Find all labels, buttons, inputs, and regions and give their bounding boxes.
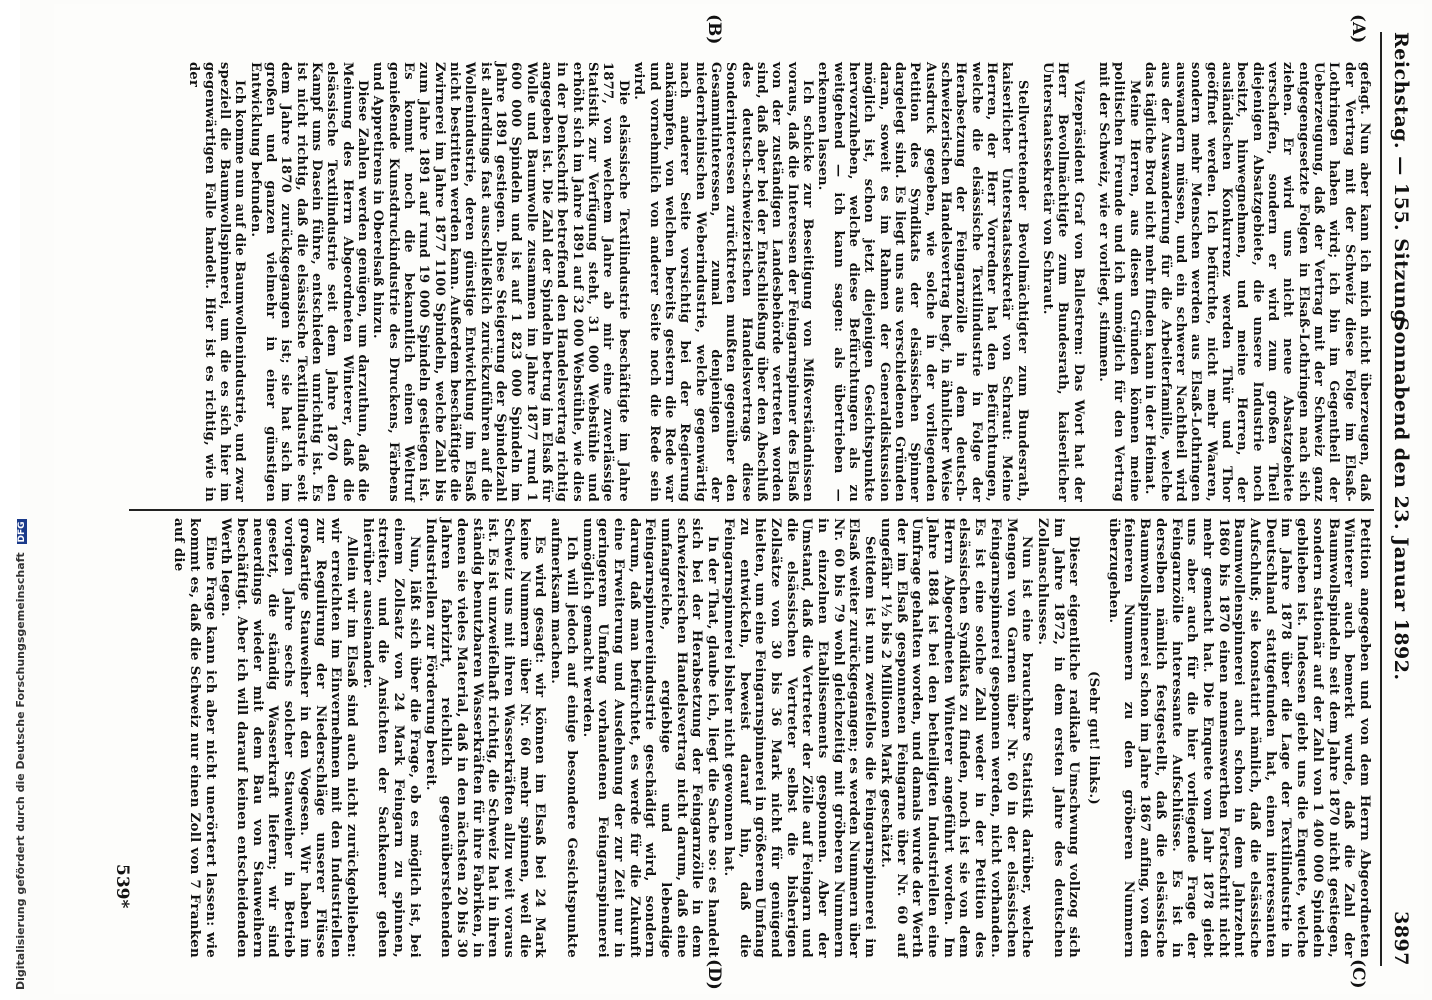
- dfg-logo: DFG: [17, 521, 27, 543]
- margin-marker-d: (D): [704, 959, 724, 990]
- paragraph: Eine Frage kann ich aber nicht unerörtert lassen: wie kommt es, daß die Schweiz nur einen Zoll von 7 Franken auf die: [171, 518, 218, 958]
- paragraph: Ich komme nun auf die Baumwollenindustrie, und zwar speziell die Baumwollspinnerei, um die es sich hier im gegenwärtigen Falle handelt. Hier ist es richtig, wie in der: [186, 62, 248, 502]
- paragraph: Ich will jedoch auf einige besondere Gesichtspunkte aufmerksam machen.: [548, 518, 579, 958]
- paragraph: Ich schicke zur Beseitigung von Mißverständnissen voraus, daß die Interessen der Feingarnspinner des Elsaß von der zuständigen Landesbehörde vertreten worden sind, daß aber bei der Entschließung über den Abschluß des deutsch-schweizerischen Handelsvertrags diese Sonderinteressen zurücktreten mußten gegenüber den Gesammtinteressen, zumal denjenigen der niederrheinischen Weberindustrie, welche gegenwärtig nach anderer Seite vorsichtig bei der Regierung ankämpfen, von welchen bereits gestern die Rede war und vornehmlich von anderer Seite noch die Rede sein wird.: [631, 62, 815, 502]
- digitization-credit: [14, 519, 27, 990]
- paragraph: Meine Herren, aus diesen Gründen können meine politischen Freunde und ich unmöglich für den Vertrag mit der Schweiz, wie er vorliegt, stimmen.: [1096, 62, 1142, 502]
- paragraph: Diese Zahlen werden genügen, um darzuthun, daß die Meinung des Herrn Abgeordneten Winterer, daß die elsässische Textilindustrie seit dem Jahre 1870 den Kampf ums Dasein führe, entschieden unrichtig ist. Es ist nicht richtig, daß die elsässische Textilindustrie seit dem Jahre 1870 zurückgegangen ist; sie hat sich im großen und ganzen vielmehr in einer günstigen Entwicklung befunden.: [247, 62, 370, 502]
- header-rule: [1380, 32, 1382, 966]
- paragraph: Stellvertretender Bevollmächtigter zum Bundesrath, kaiserlicher Unterstaatssekretär von Schraut: Meine Herren, der Herr Vorredner hat den Befürchtungen, welche die elsässische Textilindustrie in Folge der Herabsetzung der Feingarnzölle in dem deutsch-schweizerischen Handelsvertrag hegt, in ähnlicher Weise Ausdruck gegeben, wie solche in der vorliegenden Petition des Syndikats der elsässischen Spinner dargelegt sind. Es liegt uns aus verschiedenen Gründen daran, soweit es im Rahmen der Generaldiskussion möglich ist, schon jetzt diejenigen Gesichtspunkte hervorzuheben, welche diese Befürchtungen als zu weitgehend — ich kann sagen: als übertrieben — erkennen lassen.: [815, 62, 1030, 502]
- paragraph: Die elsässische Textilindustrie beschäftigte im Jahre 1877, von welchem Jahre ab mir eine zuverlässige Statistik zur Verfügung steht, 31 000 Webstühle und erhöht sich im Jahre 1891 auf 32 000 Webstühle, wie dies in der Denkschrift betreffend den Handelsvertrag richtig angegeben ist. Die Zahl der Spindeln betrug im Elsaß für Wolle und Baumwolle zusammen im Jahre 1877 rund 1 600 000 Spindeln und ist auf 1 823 000 Spindeln im Jahre 1891 gestiegen. Diese Steigerung der Spindelzahl ist allerdings fast ausschließlich zurückzuführen auf die Wollenindustrie, deren günstige Entwicklung im Elsaß nicht bestritten werden kann. Außerdem beschäftigte die Zwirnerei im Jahre 1877 1100 Spindeln, welche Zahl bis zum Jahre 1891 auf rund 19 000 Spindeln gestiegen ist. Es kommt noch die bekanntlich einen Weltruf genießende Kunstdruckindustrie des Druckens, Färbens und Appretirens in Oberelsaß hinzu.: [370, 62, 631, 502]
- right-column: [171, 518, 1372, 958]
- margin-marker-c: (C): [1348, 959, 1368, 989]
- margin-marker-a: (A): [1348, 14, 1368, 44]
- margin-marker-b: (B): [704, 14, 724, 45]
- page-header: [1382, 32, 1412, 966]
- paragraph-president: Vizepräsident Graf von Ballestrem: Das Wort hat der Herr Bevollmächtigte zum Bundesrath, kaiserlicher Unterstaatssekretär von Schraut.: [1040, 62, 1086, 502]
- paragraph: In der That, glaube ich, liegt die Sache so: es handelt sich bei der Herabsetzung der Feingarnzölle in dem schweizerischen Handelsvertrag nicht darum, daß eine umfangreiche, ergiebige und lebendige Feingarnspinnereiindustrie geschädigt wird, sondern darum, daß man befürchtet, es werde für die Zukunft eine Erweiterung und Ausdehnung der zur Zeit nur in geringerem Umfang vorhandenen Feingarnspinnerei unmöglich gemacht werden.: [579, 518, 721, 958]
- header-date: Sonnabend den 23. Januar 1892.: [1390, 317, 1412, 681]
- paragraph: Dieser eigentliche radikale Umschwung vollzog sich im Jahre 1872, in dem ersten Jahre des deutschen Zollanschlusses.: [1034, 518, 1082, 958]
- rotated-newspaper-sheet: [54, 4, 1424, 994]
- credit-text: Digitalisierung gefördert durch die Deutsche Forschungsgemeinschaft: [14, 552, 27, 990]
- left-column: [186, 62, 1372, 502]
- header-left: Reichstag. — 155. Sitzung.: [1390, 32, 1412, 331]
- header-page-number: 3897: [1390, 911, 1412, 966]
- column-divider: [129, 509, 1374, 511]
- paragraph: Petition angegeben und von dem Herrn Abgeordneten Winterer auch bemerkt wurde, daß die Zahl der Baumwollspindeln seit dem Jahre 1870 nicht gestiegen, sondern stationär auf der Zahl von 1 400 000 Spindeln geblieben ist. Indessen giebt uns die Enquete, welche im Jahre 1878 über die Lage der Textilindustrie in Deutschland stattgefunden hat, einen interessanten Aufschluß; sie konstatirt nämlich, daß die elsässische Baumwollenspinnerei auch schon in dem Jahrzehnt 1860 bis 1870 einen nennenswerthen Fortschritt nicht mehr gemacht hat. Die Enquete vom Jahr 1878 giebt uns aber auch für die hier vorliegende Frage der Feingarnzölle interessante Aufschlüsse. Es ist in derselben nämlich festgestellt, daß die elsässische Baumwollspinnerei schon im Jahre 1867 anfing, von den feineren Nummern zu den gröberen Nummern überzugehen.: [1105, 518, 1372, 958]
- digitization-credit-strip: [0, 0, 27, 1000]
- paragraph: Es wird gesagt: wir können im Elsaß bei 24 Mark keine Nummern über Nr. 60 mehr spinnen, weil die Schweiz uns mit ihren Wasserkräften allzu weit voraus ist. Es ist unzweifelhaft richtig, die Schweiz hat in ihren ständig benutzbaren Wasserkräften für ihre Fabriken, in denen sie vieles Material, daß in den nächsten 20 bis 30 Jahren fabrizirt, reichlich gegenüberstehenden Industriellen zur Förderung bereit.: [422, 518, 548, 958]
- paragraph: gefagt. Nun aber kann ich mich nicht überzeugen, daß der Vertrag mit der Schweiz diese Folge im Elsaß-Lothringen haben wird; ich bin im Gegentheil der Ueberzeugung, daß der Vertrag mit der Schweiz ganz entgegengesetzte Folgen in Elsaß-Lothringen nach sich ziehen. Er wird uns nicht neue Absatzgebiete verschaffen, sondern er wird zum großen Theil diejenigen Absatzgebiete, die unsere Industrie noch besitzt, hinwegnehmen, und meine Herren, der ausländischen Konkurrenz werden Thür und Thor geöffnet werden. Ich befürchte, nicht mehr Waaren, sondern mehr Menschen werden aus Elsaß-Lothringen auswandern müssen, und ein schwerer Nachtheil wird aus der Auswanderung für die Arbeiterfamilie, welche das tägliche Brod nicht mehr finden kann in der Heimat.: [1142, 62, 1372, 502]
- paragraph: Nun ist eine brauchbare Statistik darüber, welche Mengen von Garnen über Nr. 60 in der elsässischen Feingarnspinnerei gesponnen werden, nicht vorhanden. Es ist eine solche Zahl weder in der Petition des elsässischen Syndikats zu finden, noch ist sie von dem Herrn Abgeordneten Winterer angeführt worden. Im Jahre 1884 ist bei den betheiligten Industriellen eine Umfrage gehalten worden, und damals wurde der Werth der im Elsaß gesponnenen Feingarne über Nr. 60 auf ungefähr 1½ bis 2 Millionen Mark geschätzt.: [877, 518, 1035, 958]
- signature-mark: 539*: [112, 864, 132, 909]
- paragraph: Seitdem ist nun zweifellos die Feingarnspinnerei im Elsaß weiter zurückgegangen; es werden Nummern über Nr. 60 bis 79 wohl gleichzeitig mit gröberen Nummern in einzelnen Etablissements gesponnen. Aber der Umstand, daß die Vertreter der Zölle auf Feingarn und die elsässischen Vertreter selbst die bisherigen Zollsätze von 30 bis 36 Mark nicht für genügend hielten, um eine Feingarnspinnerei in größerem Umfang zu entwickeln, beweist darauf hin, daß die Feingarnspinnerei bisher nicht gewonnen hat.: [720, 518, 878, 958]
- paragraph: Allein wir im Elsaß sind auch nicht zurückgeblieben: wir erreichten im Einvernehmen mit den Industriellen zur Regulirung der Niederschläge unserer Flüsse großartige Stauweiher in den Vogesen. Wir haben im vorigen Jahre sechs solcher Stauweiher in Betrieb gesetzt, die ständig Wasserkraft liefern; wir sind neuerdings wieder mit dem Bau von Stauweihern beschäftigt. Aber ich will darauf keinen entscheidenden Werth legen.: [218, 518, 359, 958]
- paragraph: Nun, läßt sich über die Frage, ob es möglich ist, bei einem Zollsatz von 24 Mark Feingarn zu spinnen, streiten, und die Ansichten der Sachkenner gehen hierüber auseinander.: [359, 518, 422, 958]
- applause-note: (Sehr gut! links.): [1086, 670, 1102, 806]
